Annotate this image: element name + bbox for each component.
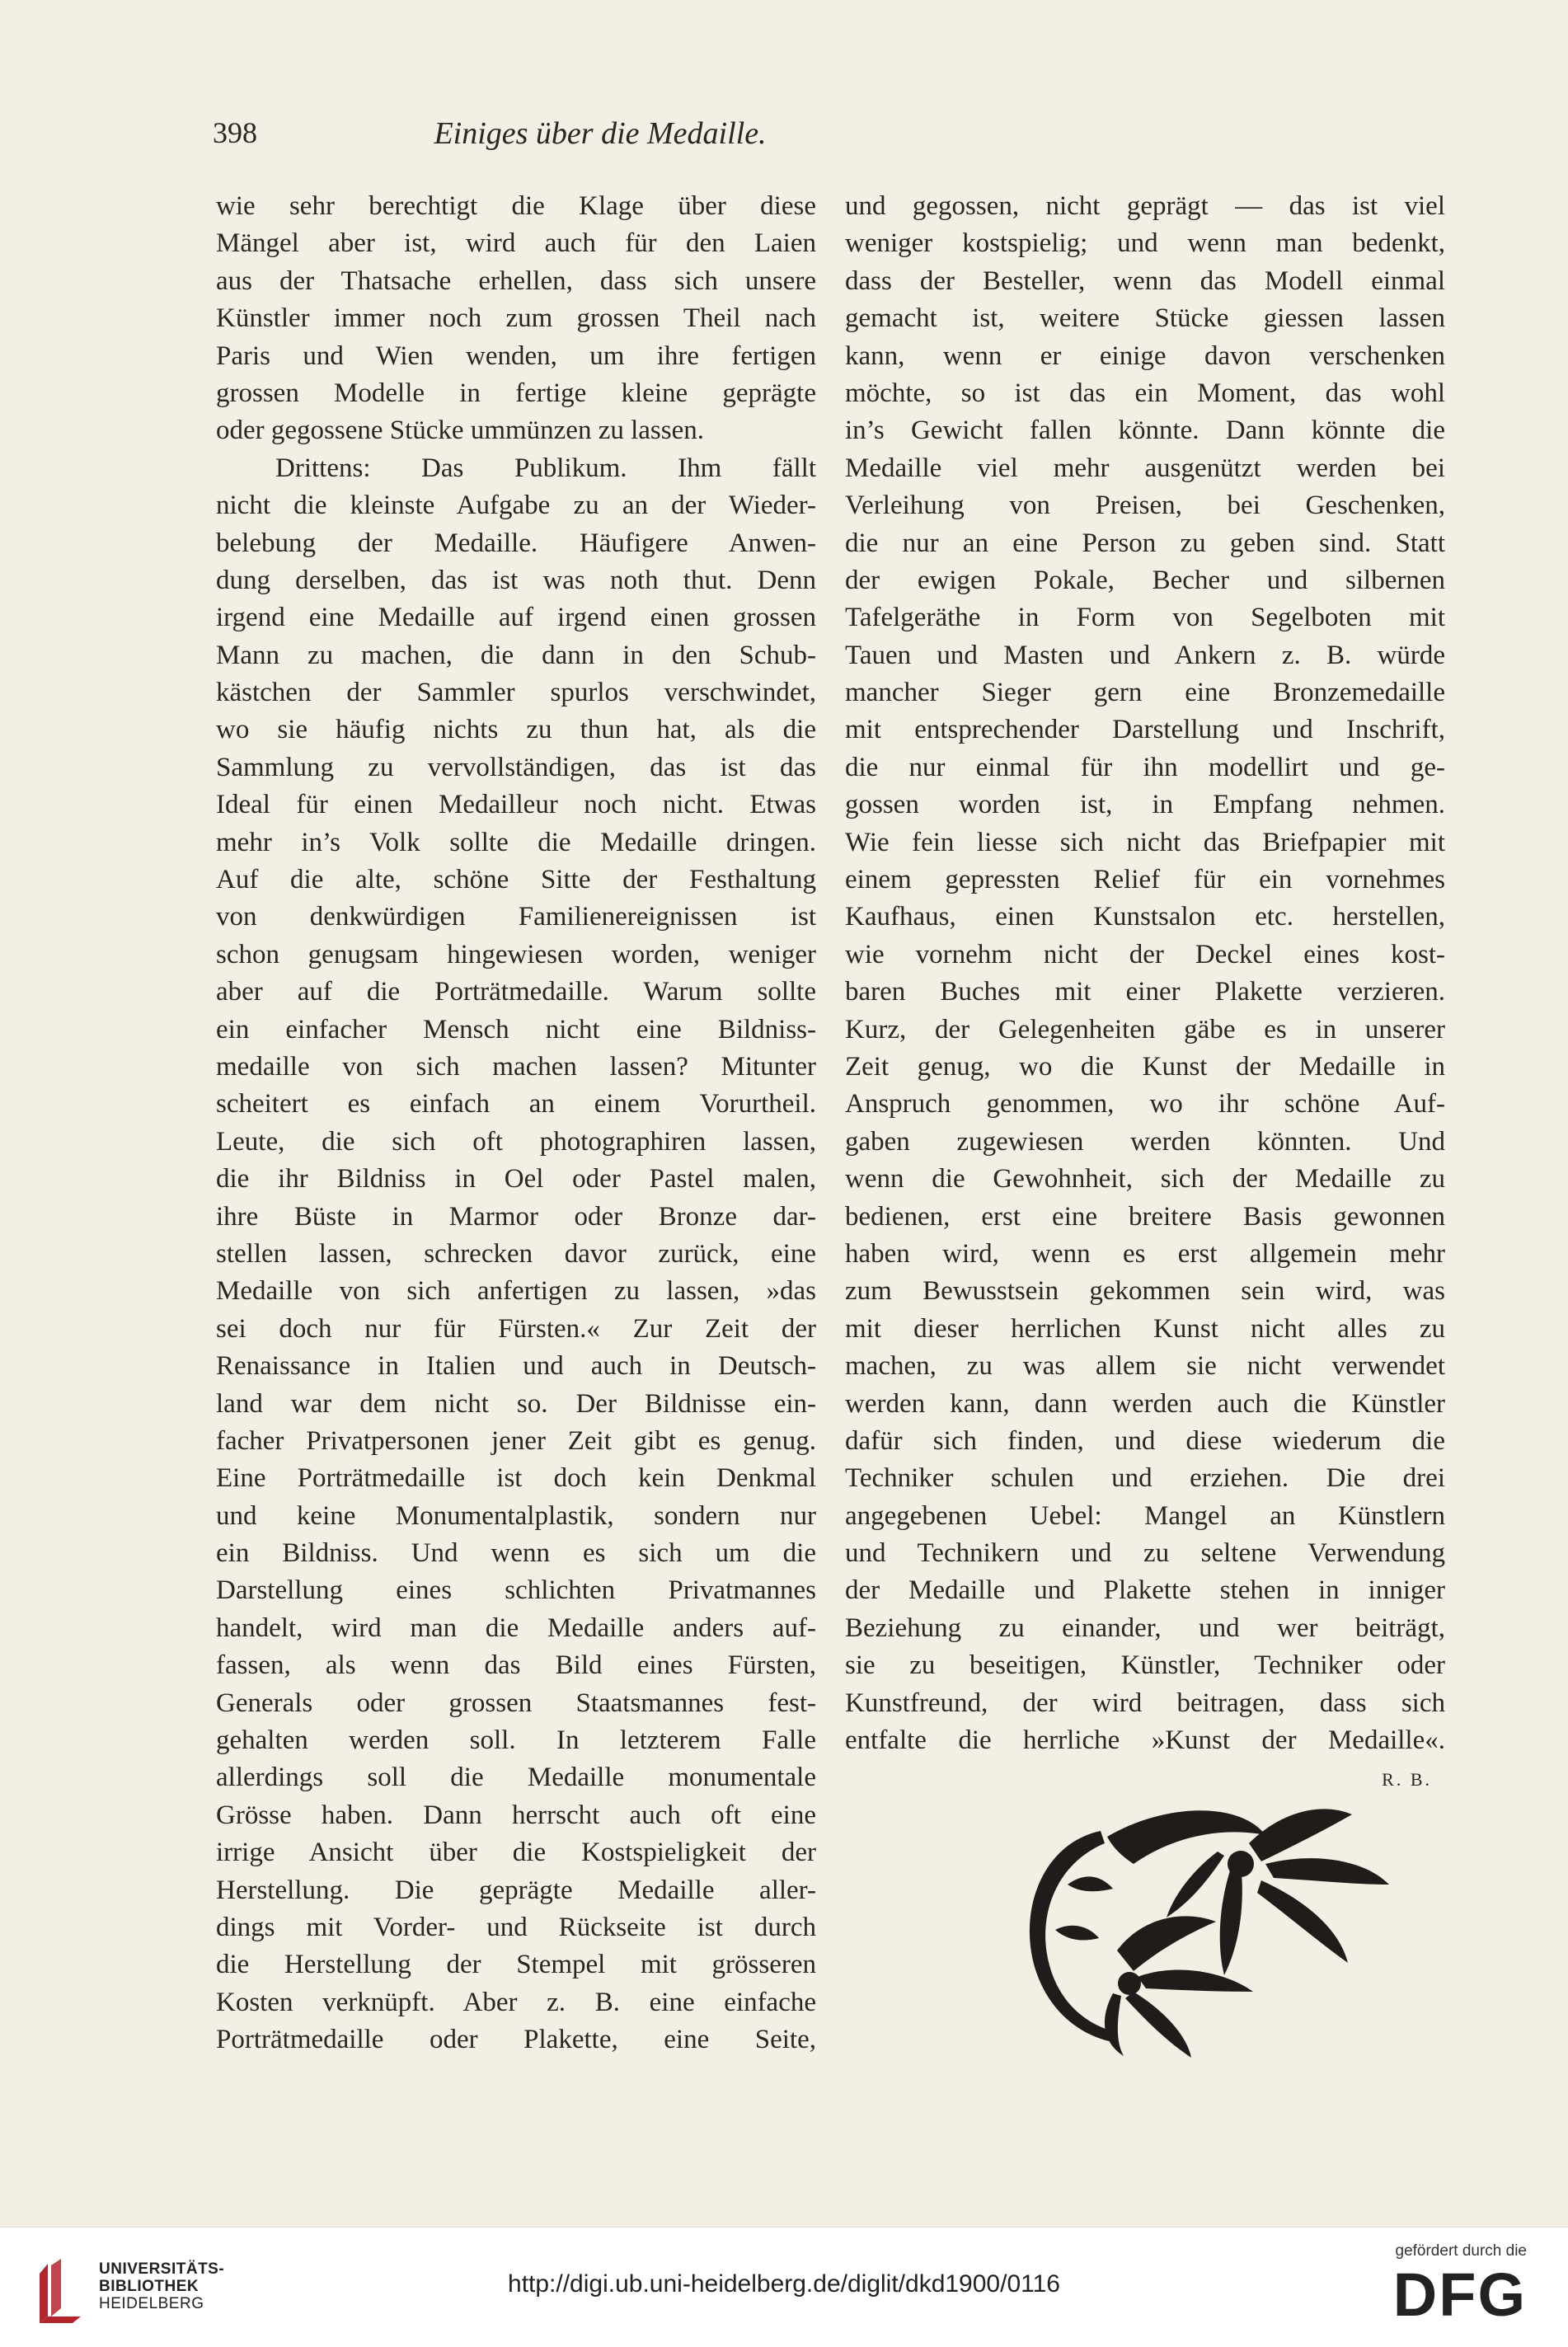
- text-line: Mann zu machen, die dann in den Schub-: [216, 640, 816, 670]
- text-line: Beziehung zu einander, und wer beiträgt,: [845, 1612, 1445, 1643]
- text-line: dass der Besteller, wenn das Modell einmal: [845, 265, 1445, 296]
- text-line: Tafelgeräthe in Form von Segelboten mit: [845, 603, 1445, 633]
- text-line: Sammlung zu vervollständigen, das ist das: [216, 752, 816, 782]
- text-line: einem gepressten Relief für ein vornehmes: [845, 865, 1445, 895]
- right-column: [845, 188, 1445, 1799]
- text-line: wenn die Gewohnheit, sich der Medaille zu: [845, 1164, 1445, 1195]
- text-line: die nur einmal für ihn modellirt und ge-: [845, 752, 1445, 782]
- text-line: machen, zu was allem sie nicht verwendet: [845, 1351, 1445, 1382]
- text-line: von denkwürdigen Familienereignissen ist: [216, 902, 816, 932]
- text-line: dings mit Vorder- und Rückseite ist durch: [216, 1912, 816, 1942]
- text-line: sie zu beseitigen, Künstler, Techniker oder: [845, 1650, 1445, 1681]
- text-line: Kaufhaus, einen Kunstsalon etc. herstellen,: [845, 902, 1445, 932]
- dfg-funding: [1362, 2242, 1527, 2330]
- text-line: Tauen und Masten und Ankern z. B. würde: [845, 640, 1445, 670]
- text-line: Künstler immer noch zum grossen Theil nach: [216, 303, 816, 334]
- text-line: die nur an eine Person zu geben sind. Statt: [845, 528, 1445, 558]
- text-line: Kosten verknüpft. Aber z. B. eine einfache: [216, 1987, 816, 2017]
- text-line: Porträtmedaille oder Plakette, eine Seite,: [216, 2025, 816, 2055]
- text-line: Kunstfreund, der wird beitragen, dass sich: [845, 1687, 1445, 1718]
- text-line: kästchen der Sammler spurlos verschwindet,: [216, 678, 816, 708]
- text-line: Anspruch genommen, wo ihr schöne Auf-: [845, 1089, 1445, 1120]
- left-column: [216, 188, 816, 2059]
- text-line: medaille von sich machen lassen? Mitunter: [216, 1051, 816, 1082]
- text-line: gehalten werden soll. In letzterem Falle: [216, 1725, 816, 1756]
- text-line: Drittens: Das Publikum. Ihm fällt: [275, 453, 816, 483]
- text-line: dafür sich finden, und diese wiederum die: [845, 1425, 1445, 1456]
- text-line: wie vornehm nicht der Deckel eines kost-: [845, 939, 1445, 969]
- text-line: Techniker schulen und erziehen. Die drei: [845, 1463, 1445, 1494]
- text-line: Medaille von sich anfertigen zu lassen, »das: [216, 1276, 816, 1307]
- text-line: wo sie häufig nichts zu thun hat, als die: [216, 715, 816, 745]
- text-line: aus der Thatsache erhellen, dass sich unsere: [216, 265, 816, 296]
- text-line: baren Buches mit einer Plakette verzieren.: [845, 977, 1445, 1007]
- text-line: Herstellung. Die geprägte Medaille aller-: [216, 1875, 816, 1905]
- text-line: weniger kostspielig; und wenn man bedenkt,: [845, 228, 1445, 259]
- text-line: gemacht ist, weitere Stücke giessen lassen: [845, 303, 1445, 334]
- library-name-line-2: BIBLIOTHEK: [99, 2278, 200, 2295]
- text-line: in’s Gewicht fallen könnte. Dann könnte die: [845, 415, 1445, 446]
- text-line: sei doch nur für Fürsten.« Zur Zeit der: [216, 1313, 816, 1344]
- text-line: ein Bildniss. Und wenn es sich um die: [216, 1538, 816, 1569]
- funding-caption: gefördert durch die: [1395, 2242, 1527, 2260]
- text-line: Paris und Wien wenden, um ihre fertigen: [216, 340, 816, 371]
- text-line: Auf die alte, schöne Sitte der Festhaltung: [216, 865, 816, 895]
- text-line: wie sehr berechtigt die Klage über diese: [216, 191, 816, 221]
- text-line: kann, wenn er einige davon verschenken: [845, 340, 1445, 371]
- text-line: Ideal für einen Medailleur noch nicht. Etwas: [216, 790, 816, 820]
- text-line: irrige Ansicht über die Kostspieligkeit der: [216, 1838, 816, 1868]
- text-line: mehr in’s Volk sollte die Medaille dringen.: [216, 827, 816, 857]
- text-line: facher Privatpersonen jener Zeit gibt es genug.: [216, 1425, 816, 1456]
- text-line: Medaille viel mehr ausgenützt werden bei: [845, 453, 1445, 483]
- text-line: fassen, als wenn das Bild eines Fürsten,: [216, 1650, 816, 1681]
- text-line: haben wird, wenn es erst allgemein mehr: [845, 1238, 1445, 1269]
- text-line: nicht die kleinste Aufgabe zu an der Wieder-: [216, 491, 816, 521]
- text-line: Grösse haben. Dann herrscht auch oft eine: [216, 1800, 816, 1830]
- text-line: allerdings soll die Medaille monumentale: [216, 1763, 816, 1793]
- text-line: belebung der Medaille. Häufigere Anwen-: [216, 528, 816, 558]
- dfg-logo: DFG: [1392, 2260, 1527, 2329]
- text-line: Zeit genug, wo die Kunst der Medaille in: [845, 1051, 1445, 1082]
- library-name-line-3: HEIDELBERG: [99, 2295, 204, 2312]
- text-line: ihre Büste in Marmor oder Bronze dar-: [216, 1201, 816, 1232]
- text-line: mit entsprechender Darstellung und Inschrift,: [845, 715, 1445, 745]
- text-line: werden kann, dann werden auch die Künstler: [845, 1388, 1445, 1419]
- text-line: mit dieser herrlichen Kunst nicht alles zu: [845, 1313, 1445, 1344]
- text-line: mancher Sieger gern eine Bronzemedaille: [845, 678, 1445, 708]
- text-line: Leute, die sich oft photographiren lassen,: [216, 1126, 816, 1157]
- text-line: grossen Modelle in fertige kleine geprägte: [216, 378, 816, 408]
- author-signature: R. B.: [1382, 1769, 1432, 1791]
- text-line: Generals oder grossen Staatsmannes fest-: [216, 1687, 816, 1718]
- text-line: aber auf die Porträtmedaille. Warum sollte: [216, 977, 816, 1007]
- text-line: der ewigen Pokale, Becher und silbernen: [845, 565, 1445, 595]
- running-header: [213, 115, 988, 157]
- text-line: und Technikern und zu seltene Verwendung: [845, 1538, 1445, 1569]
- text-line: bedienen, erst eine breitere Basis gewonnen: [845, 1201, 1445, 1232]
- text-line: Renaissance in Italien und auch in Deutsch-: [216, 1351, 816, 1382]
- text-line: dung derselben, das ist was noth thut. Denn: [216, 565, 816, 595]
- text-line: der Medaille und Plakette stehen in inniger: [845, 1575, 1445, 1606]
- library-name-line-1: UNIVERSITÄTS-: [99, 2260, 225, 2278]
- text-line: Darstellung eines schlichten Privatmannes: [216, 1575, 816, 1606]
- text-line: land war dem nicht so. Der Bildnisse ein-: [216, 1388, 816, 1419]
- floral-ornament-icon: [977, 1786, 1447, 2058]
- text-line: und gegossen, nicht geprägt — das ist viel: [845, 191, 1445, 221]
- text-line: gaben zugewiesen werden könnten. Und: [845, 1126, 1445, 1157]
- text-line: und keine Monumentalplastik, sondern nur: [216, 1500, 816, 1531]
- text-line: irgend eine Medaille auf irgend einen grossen: [216, 603, 816, 633]
- text-line: Wie fein liesse sich nicht das Briefpapier mit: [845, 827, 1445, 857]
- permalink-url[interactable]: http://digi.ub.uni-heidelberg.de/diglit/dkd1900/0116: [508, 2270, 1060, 2298]
- text-line: Eine Porträtmedaille ist doch kein Denkmal: [216, 1463, 816, 1494]
- text-line: Mängel aber ist, wird auch für den Laien: [216, 228, 816, 259]
- text-line: scheitert es einfach an einem Vorurtheil.: [216, 1089, 816, 1120]
- text-line: möchte, so ist das ein Moment, das wohl: [845, 378, 1445, 408]
- text-line: oder gegossene Stücke ummünzen zu lassen.: [216, 415, 705, 446]
- text-line: stellen lassen, schrecken davor zurück, eine: [216, 1238, 816, 1269]
- text-line: Verleihung von Preisen, bei Geschenken,: [845, 491, 1445, 521]
- text-line: Kurz, der Gelegenheiten gäbe es in unserer: [845, 1014, 1445, 1044]
- text-line: ein einfacher Mensch nicht eine Bildniss-: [216, 1014, 816, 1044]
- text-line: handelt, wird man die Medaille anders auf-: [216, 1612, 816, 1643]
- text-line: angegebenen Uebel: Mangel an Künstlern: [845, 1500, 1445, 1531]
- text-line: entfalte die herrliche »Kunst der Medaille«.: [845, 1725, 1445, 1756]
- digitization-footer: [0, 2227, 1568, 2347]
- text-line: gossen worden ist, in Empfang nehmen.: [845, 790, 1445, 820]
- running-title: Einiges über die Medaille.: [434, 116, 767, 151]
- page-number: 398: [213, 116, 257, 149]
- text-line: schon genugsam hingewiesen worden, weniger: [216, 939, 816, 969]
- text-line: die Herstellung der Stempel mit grösseren: [216, 1950, 816, 1980]
- text-line: zum Bewusstsein gekommen sein wird, was: [845, 1276, 1445, 1307]
- text-line: die ihr Bildniss in Oel oder Pastel malen,: [216, 1164, 816, 1195]
